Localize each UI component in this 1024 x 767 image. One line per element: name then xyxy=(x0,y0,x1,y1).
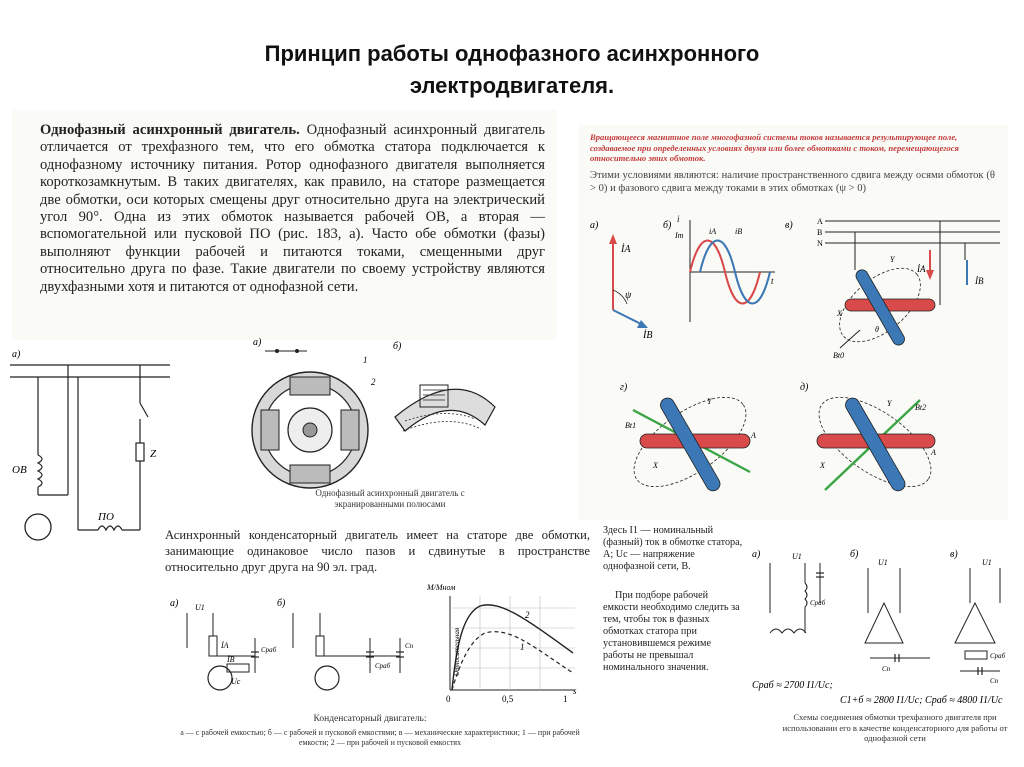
circuit-label-a: а) xyxy=(12,349,21,360)
vector-ib xyxy=(613,310,643,325)
line-n-label: N xyxy=(817,239,823,248)
d-y-label: Y xyxy=(887,399,892,408)
capacitor-motor-text: Асинхронный конденсаторный двигатель имеет на статоре две обмотки, занимающие одинаковое число пазов и сдвинутые в пространстве относительно друг друга на 90 эл. град. xyxy=(165,528,590,574)
curve-2 xyxy=(452,605,573,690)
cap-uc-label: Uc xyxy=(231,677,241,686)
fig-label-a: а) xyxy=(590,220,599,231)
single-phase-circuit xyxy=(10,345,170,555)
tp-u1-b: U1 xyxy=(878,558,888,567)
v-ia-label: İA xyxy=(917,264,926,274)
three-phase-caption: Схемы соединения обмотки трехфазного двигателя при использовании его в качестве конденсаторного для работы от однофазной сети xyxy=(782,712,1008,743)
g-y-label: Y xyxy=(707,397,712,406)
label-po: ПО xyxy=(98,511,114,523)
g-bt1-label: Bt1 xyxy=(625,421,637,430)
d-x-label: X xyxy=(820,461,825,470)
v-theta-label: θ xyxy=(875,325,879,334)
fig-label-b: б) xyxy=(663,220,672,231)
motor-symbol xyxy=(25,514,51,540)
wave-ib-label: iB xyxy=(735,227,743,236)
v-y-label: Y xyxy=(890,255,895,264)
impedance-z xyxy=(136,443,144,461)
here-text: Здесь I1 — номинальный (фазный) ток в обмотке статора, A; Uc — напряжение однофазной сети, В. xyxy=(603,525,743,572)
g-a-label: A xyxy=(751,431,756,440)
tp-cp-b: Cп xyxy=(882,665,891,673)
intro-lead: Однофазный асинхронный двигатель. xyxy=(40,122,300,138)
im-label: Im xyxy=(675,231,684,240)
cap-crab-label-a: Cраб xyxy=(261,646,277,654)
motor-label-b: б) xyxy=(393,341,402,352)
title-line-1: Принцип работы однофазного асинхронного xyxy=(264,41,760,66)
vector-ia-label: İA xyxy=(621,244,631,255)
d-bt2-label: Bt2 xyxy=(915,403,927,412)
capacitor-caption-text: а — с рабочей емкостью; б — с рабочей и пусковой емкостями; в — механические характеристики; 1 — при рабочей емкости; 2 — при рабочей и пусковой емкостях xyxy=(180,728,580,747)
cap-label-a: а) xyxy=(170,598,179,609)
v-x-label: X xyxy=(837,309,842,318)
tp-label-a: а) xyxy=(752,549,761,560)
selection-text: При подборе рабочей емкости необходимо следить за тем, чтобы ток в фазных обмотках статора при установившемся режиме работы не превышал номинального значения. xyxy=(603,590,740,673)
formula-2: C1+б ≈ 2800 I1/Uc; Cраб ≈ 4800 I1/Uc xyxy=(840,695,1003,706)
motor-label-2: 2 xyxy=(371,377,376,387)
fig-label-g: г) xyxy=(620,382,628,393)
cap-ia-label: İA xyxy=(221,641,229,650)
fig-label-d: д) xyxy=(800,382,809,393)
v-ib-label: İB xyxy=(975,276,984,286)
motor-label-1: 1 xyxy=(363,355,368,365)
title-line-2: электродвигателя. xyxy=(409,73,615,98)
v-bt0-label: Bt0 xyxy=(833,351,845,360)
winding-a-bar xyxy=(845,299,935,311)
curve-2-label: 2 xyxy=(525,610,530,620)
motor-label-a: а) xyxy=(253,337,262,348)
axis-i-label: i xyxy=(677,214,680,224)
vector-ib-label: İB xyxy=(643,330,653,341)
fig-label-v: в) xyxy=(785,220,793,231)
tp-label-v: в) xyxy=(950,549,958,560)
label-z: Z xyxy=(150,448,157,460)
tp-label-b: б) xyxy=(850,549,859,560)
graph-ylabel: M/Mном xyxy=(427,583,456,592)
tp-crab-a: Cраб xyxy=(810,599,826,607)
rotating-field-diagrams xyxy=(585,210,1005,515)
curve-1-label: 1 xyxy=(520,642,525,652)
label-ov: ОВ xyxy=(12,464,27,476)
capacitor-caption-title: Конденсаторный двигатель: xyxy=(313,714,427,724)
cap-cp-label-b: Cп xyxy=(405,642,414,650)
d-a-label: A xyxy=(931,448,936,457)
cap-ib-label: İB xyxy=(227,655,235,664)
tick-1: 1 xyxy=(563,694,568,704)
capacitor-motor-figure xyxy=(165,578,585,713)
g-x-label: X xyxy=(653,461,658,470)
cap-u1-label: U1 xyxy=(195,603,205,612)
tp-cp-v: Cп xyxy=(990,677,999,685)
axis-t-label: t xyxy=(771,276,774,286)
tick-s: s xyxy=(573,686,577,696)
intro-paragraph xyxy=(40,122,545,296)
wave-ia-label: iA xyxy=(709,227,717,236)
tick-05: 0,5 xyxy=(502,694,514,704)
intro-text: Однофазный асинхронный двигатель отличается от трехфазного тем, что его обмотка статора подключается к однофазному источнику питания. Ротор однофазного двигателя выполняется короткозамкнутым. В таких двигателях, как правило, на статоре размещается две обмотки, оси которых смещены друг относительно друга на электрический угол 90°. Одна из этих обмоток называется рабочей ОВ, а вторая — вспомогательной или пусковой ПО (рис. 183, а). Часто обе обмотки (фазы) выполняют функции рабочей и питаются токами, смещенными друг относительно друга по фазе. Такие двигатели по своему устройству являются двухфазными хотя и питаются от однофазной сети. xyxy=(40,122,545,295)
psi-label: ψ xyxy=(625,290,632,301)
line-a-label: A xyxy=(817,217,823,226)
formula-1: Cраб ≈ 2700 I1/Uc; xyxy=(752,680,833,691)
tp-u1-a: U1 xyxy=(792,552,802,561)
slide-title xyxy=(0,38,1024,102)
cap-crab-label-b: Cраб xyxy=(375,662,391,670)
red-note: Вращающееся магнитное поле многофазной системы токов называется результирующее поле, создаваемое при определенных условиях двумя или более обмотками с током, перемещающегося относительно этих обмоток. xyxy=(590,132,959,163)
cap-label-b: б) xyxy=(277,598,286,609)
graph-vlabel: Относительная xyxy=(453,627,461,676)
tick-0: 0 xyxy=(446,694,451,704)
motor-caption: Однофазный асинхронный двигатель с экранированными полюсами xyxy=(315,488,465,509)
conditions-text: Этими условиями являются: наличие пространственного сдвига между осями обмоток (θ > 0) и фазового сдвига между токами в этих обмотках (ψ > 0) xyxy=(590,170,995,194)
line-b-label: B xyxy=(817,228,823,237)
tp-crab-v: Cраб xyxy=(990,652,1006,660)
three-phase-connection-figure xyxy=(750,543,1020,708)
tp-u1-v: U1 xyxy=(982,558,992,567)
